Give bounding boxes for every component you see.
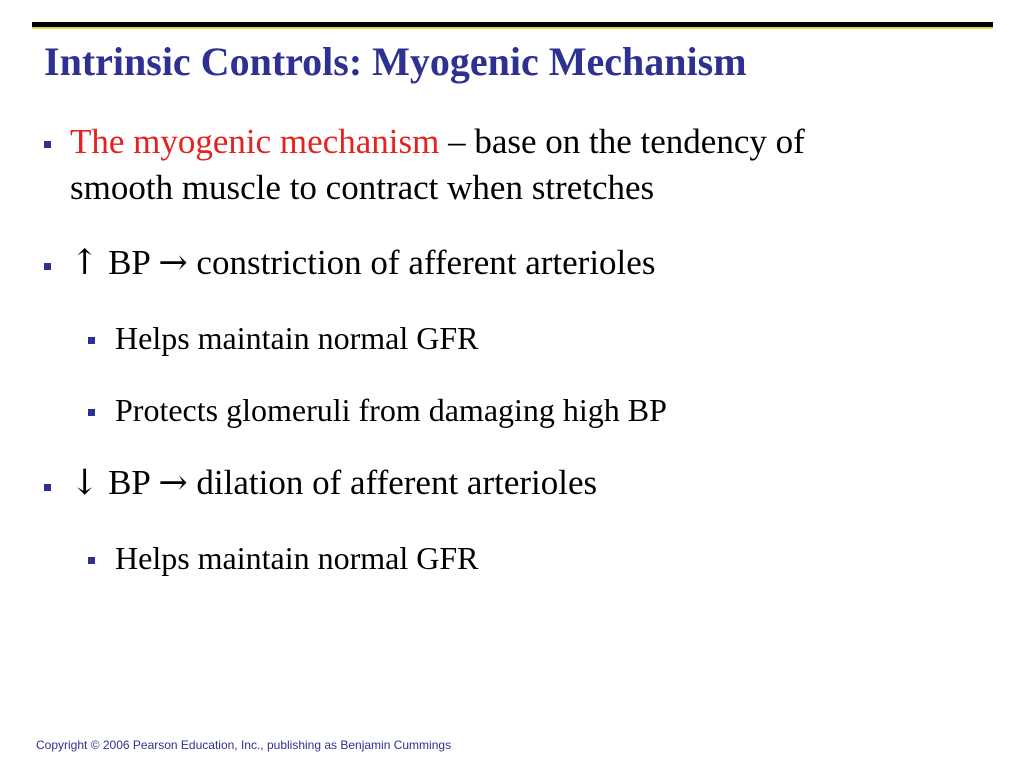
bullet-1-text: – base on the tendency of	[439, 122, 805, 161]
bullet-1-line-2: smooth muscle to contract when stretches	[70, 168, 655, 207]
bullet-3-text: dilation of afferent arterioles	[187, 463, 598, 502]
top-rule-accent	[32, 27, 993, 29]
sub-bullet-square-icon	[88, 409, 95, 416]
bullet-3	[70, 460, 597, 506]
sub-bullet-square-icon	[88, 557, 95, 564]
right-arrow-icon: →	[158, 243, 188, 283]
sub-bullet-2-2: Protects glomeruli from damaging high BP	[115, 392, 667, 428]
bullet-2-text: constriction of afferent arterioles	[187, 243, 656, 282]
bullet-2-subject: BP	[99, 243, 159, 282]
bullet-1-emphasis: The myogenic mechanism	[70, 122, 440, 161]
bullet-2	[70, 240, 655, 286]
bullet-3-subject: BP	[99, 463, 159, 502]
sub-bullet-square-icon	[88, 337, 95, 344]
bullet-1-line-1	[70, 119, 805, 165]
slide-title: Intrinsic Controls: Myogenic Mechanism	[44, 39, 747, 84]
down-arrow-icon: ↓	[70, 463, 100, 503]
bullet-square-icon	[44, 263, 51, 270]
sub-bullet-3-1: Helps maintain normal GFR	[115, 540, 479, 576]
bullet-square-icon	[44, 141, 51, 148]
bullet-square-icon	[44, 484, 51, 491]
right-arrow-icon: →	[158, 463, 188, 503]
copyright-footer: Copyright © 2006 Pearson Education, Inc., publishing as Benjamin Cummings	[36, 738, 452, 752]
sub-bullet-2-1: Helps maintain normal GFR	[115, 320, 479, 356]
up-arrow-icon: ↑	[70, 243, 100, 283]
